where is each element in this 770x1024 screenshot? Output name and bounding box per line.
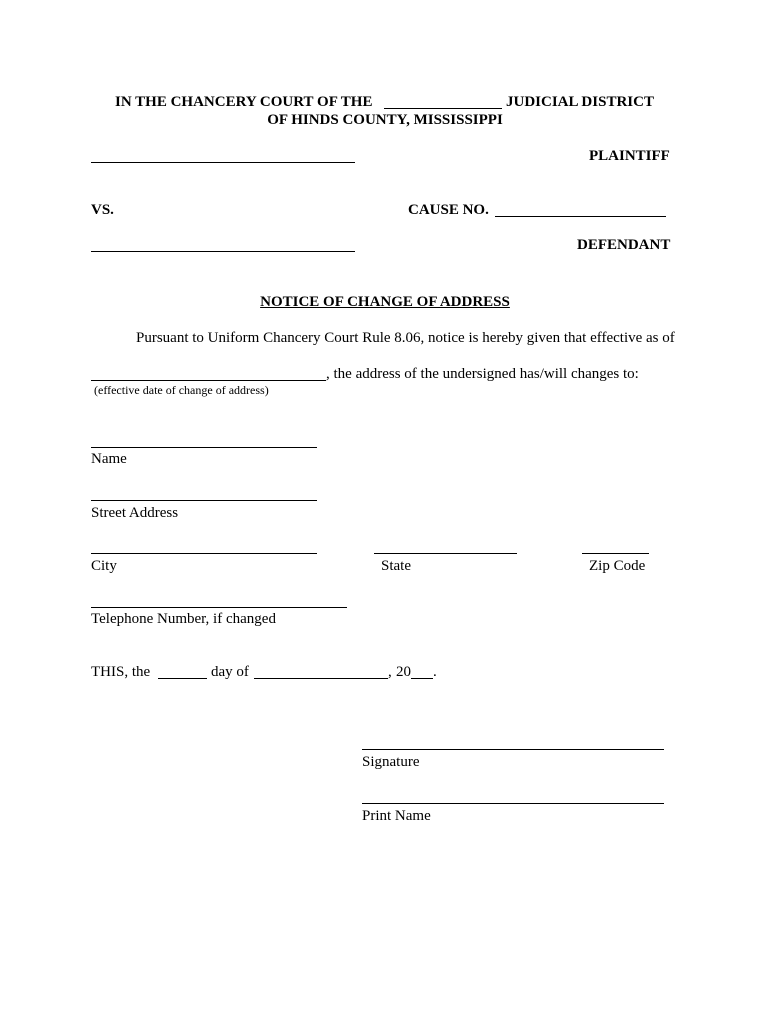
cause-number-blank[interactable] — [495, 216, 666, 217]
plaintiff-label: PLAINTIFF — [589, 148, 670, 164]
state-label: State — [381, 558, 411, 574]
name-label: Name — [91, 451, 127, 467]
city-blank[interactable] — [91, 553, 317, 554]
month-comma: , — [388, 664, 392, 680]
date-period: . — [433, 664, 437, 680]
year-blank[interactable] — [411, 678, 433, 679]
defendant-label: DEFENDANT — [577, 237, 671, 253]
cause-number-label: CAUSE NO. — [408, 202, 489, 218]
month-blank[interactable] — [254, 678, 388, 679]
print-name-blank[interactable] — [362, 803, 664, 804]
street-address-blank[interactable] — [91, 500, 317, 501]
versus-label: VS. — [91, 202, 114, 218]
year-prefix: 20 — [396, 664, 411, 680]
county-header: OF HINDS COUNTY, MISSISSIPPI — [267, 112, 503, 128]
effective-date-blank[interactable] — [91, 380, 326, 381]
court-header-prefix: IN THE CHANCERY COURT OF THE — [115, 94, 373, 110]
notice-body-line-1: Pursuant to Uniform Chancery Court Rule 8.06, notice is hereby given that effective as of — [136, 330, 675, 346]
zip-code-label: Zip Code — [589, 558, 646, 574]
defendant-name-blank[interactable] — [91, 251, 355, 252]
court-header-suffix: JUDICIAL DISTRICT — [506, 94, 654, 110]
this-the-label: THIS, the — [91, 664, 151, 680]
telephone-blank[interactable] — [91, 607, 347, 608]
zip-code-blank[interactable] — [582, 553, 649, 554]
effective-date-hint: (effective date of change of address) — [94, 383, 269, 397]
street-address-label: Street Address — [91, 505, 179, 521]
print-name-label: Print Name — [362, 808, 431, 824]
signature-blank[interactable] — [362, 749, 664, 750]
name-blank[interactable] — [91, 447, 317, 448]
judicial-district-blank[interactable] — [384, 108, 502, 109]
city-label: City — [91, 558, 117, 574]
notice-title: NOTICE OF CHANGE OF ADDRESS — [260, 294, 510, 310]
day-blank[interactable] — [158, 678, 207, 679]
notice-body-line-2: , the address of the undersigned has/will changes to: — [326, 366, 639, 382]
state-blank[interactable] — [374, 553, 517, 554]
day-of-label: day of — [211, 664, 249, 680]
signature-label: Signature — [362, 754, 420, 770]
telephone-label: Telephone Number, if changed — [91, 611, 276, 627]
plaintiff-name-blank[interactable] — [91, 162, 355, 163]
